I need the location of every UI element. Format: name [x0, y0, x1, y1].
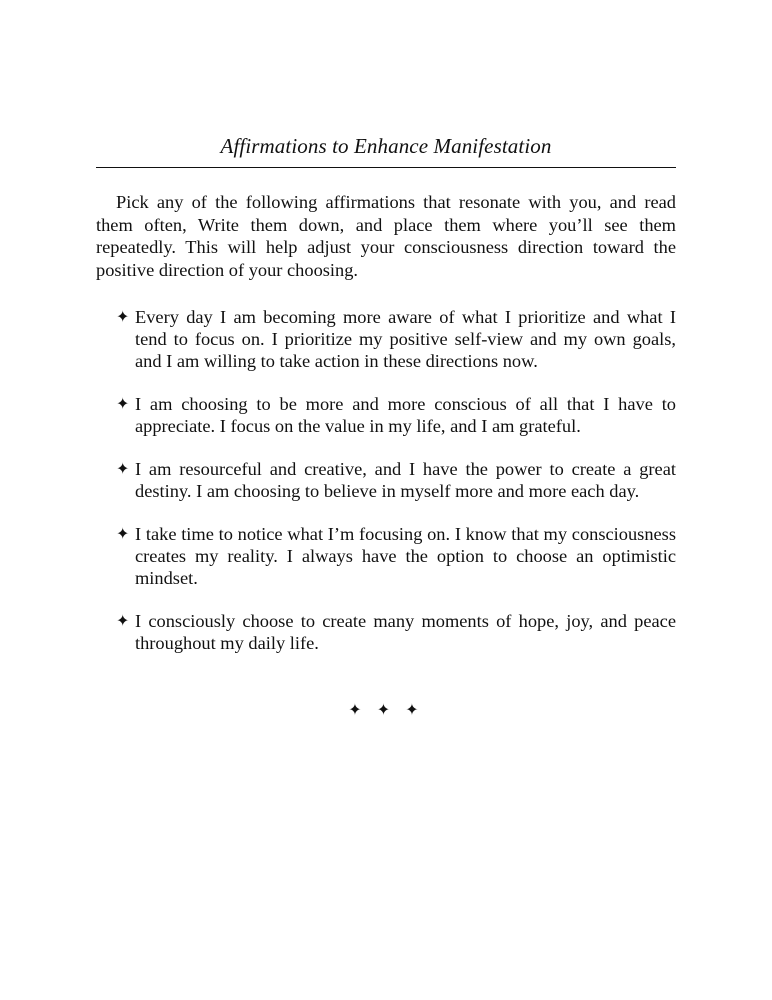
title-divider — [96, 167, 676, 168]
page-title: Affirmations to Enhance Manifestation — [220, 134, 552, 158]
affirmation-text: I am resourceful and creative, and I have the power to create a great destiny. I am choosing to believe in myself more and more each day. — [135, 459, 676, 501]
list-item — [116, 393, 676, 437]
list-item — [116, 458, 676, 502]
four-point-star-icon: ✦ — [116, 307, 130, 326]
affirmation-text: Every day I am becoming more aware of what I prioritize and what I tend to focus on. I prioritize my positive self-view and my own goals, and I am willing to take action in these directions now. — [135, 307, 676, 371]
four-point-star-icon: ✦ — [116, 394, 130, 413]
section-end-ornament: ✦ ✦ ✦ — [348, 700, 424, 719]
four-point-star-icon: ✦ — [116, 524, 130, 543]
affirmation-text: I consciously choose to create many moments of hope, joy, and peace throughout my daily life. — [135, 611, 676, 653]
four-point-star-icon: ✦ — [116, 611, 130, 630]
list-item — [116, 523, 676, 589]
affirmation-list — [116, 306, 676, 675]
affirmation-text: I am choosing to be more and more conscious of all that I have to appreciate. I focus on the value in my life, and I am grateful. — [135, 394, 676, 436]
intro-paragraph: Pick any of the following affirmations that resonate with you, and read them often, Write them down, and place them where you’ll see them repeatedly. This will help adjust your consciousness direction toward the positive direction of your choosing. — [96, 192, 676, 280]
four-point-star-icon: ✦ — [116, 459, 130, 478]
list-item — [116, 306, 676, 372]
affirmation-text: I take time to notice what I’m focusing on. I know that my consciousness creates my reality. I always have the option to choose an optimistic mindset. — [135, 524, 676, 588]
list-item — [116, 610, 676, 654]
